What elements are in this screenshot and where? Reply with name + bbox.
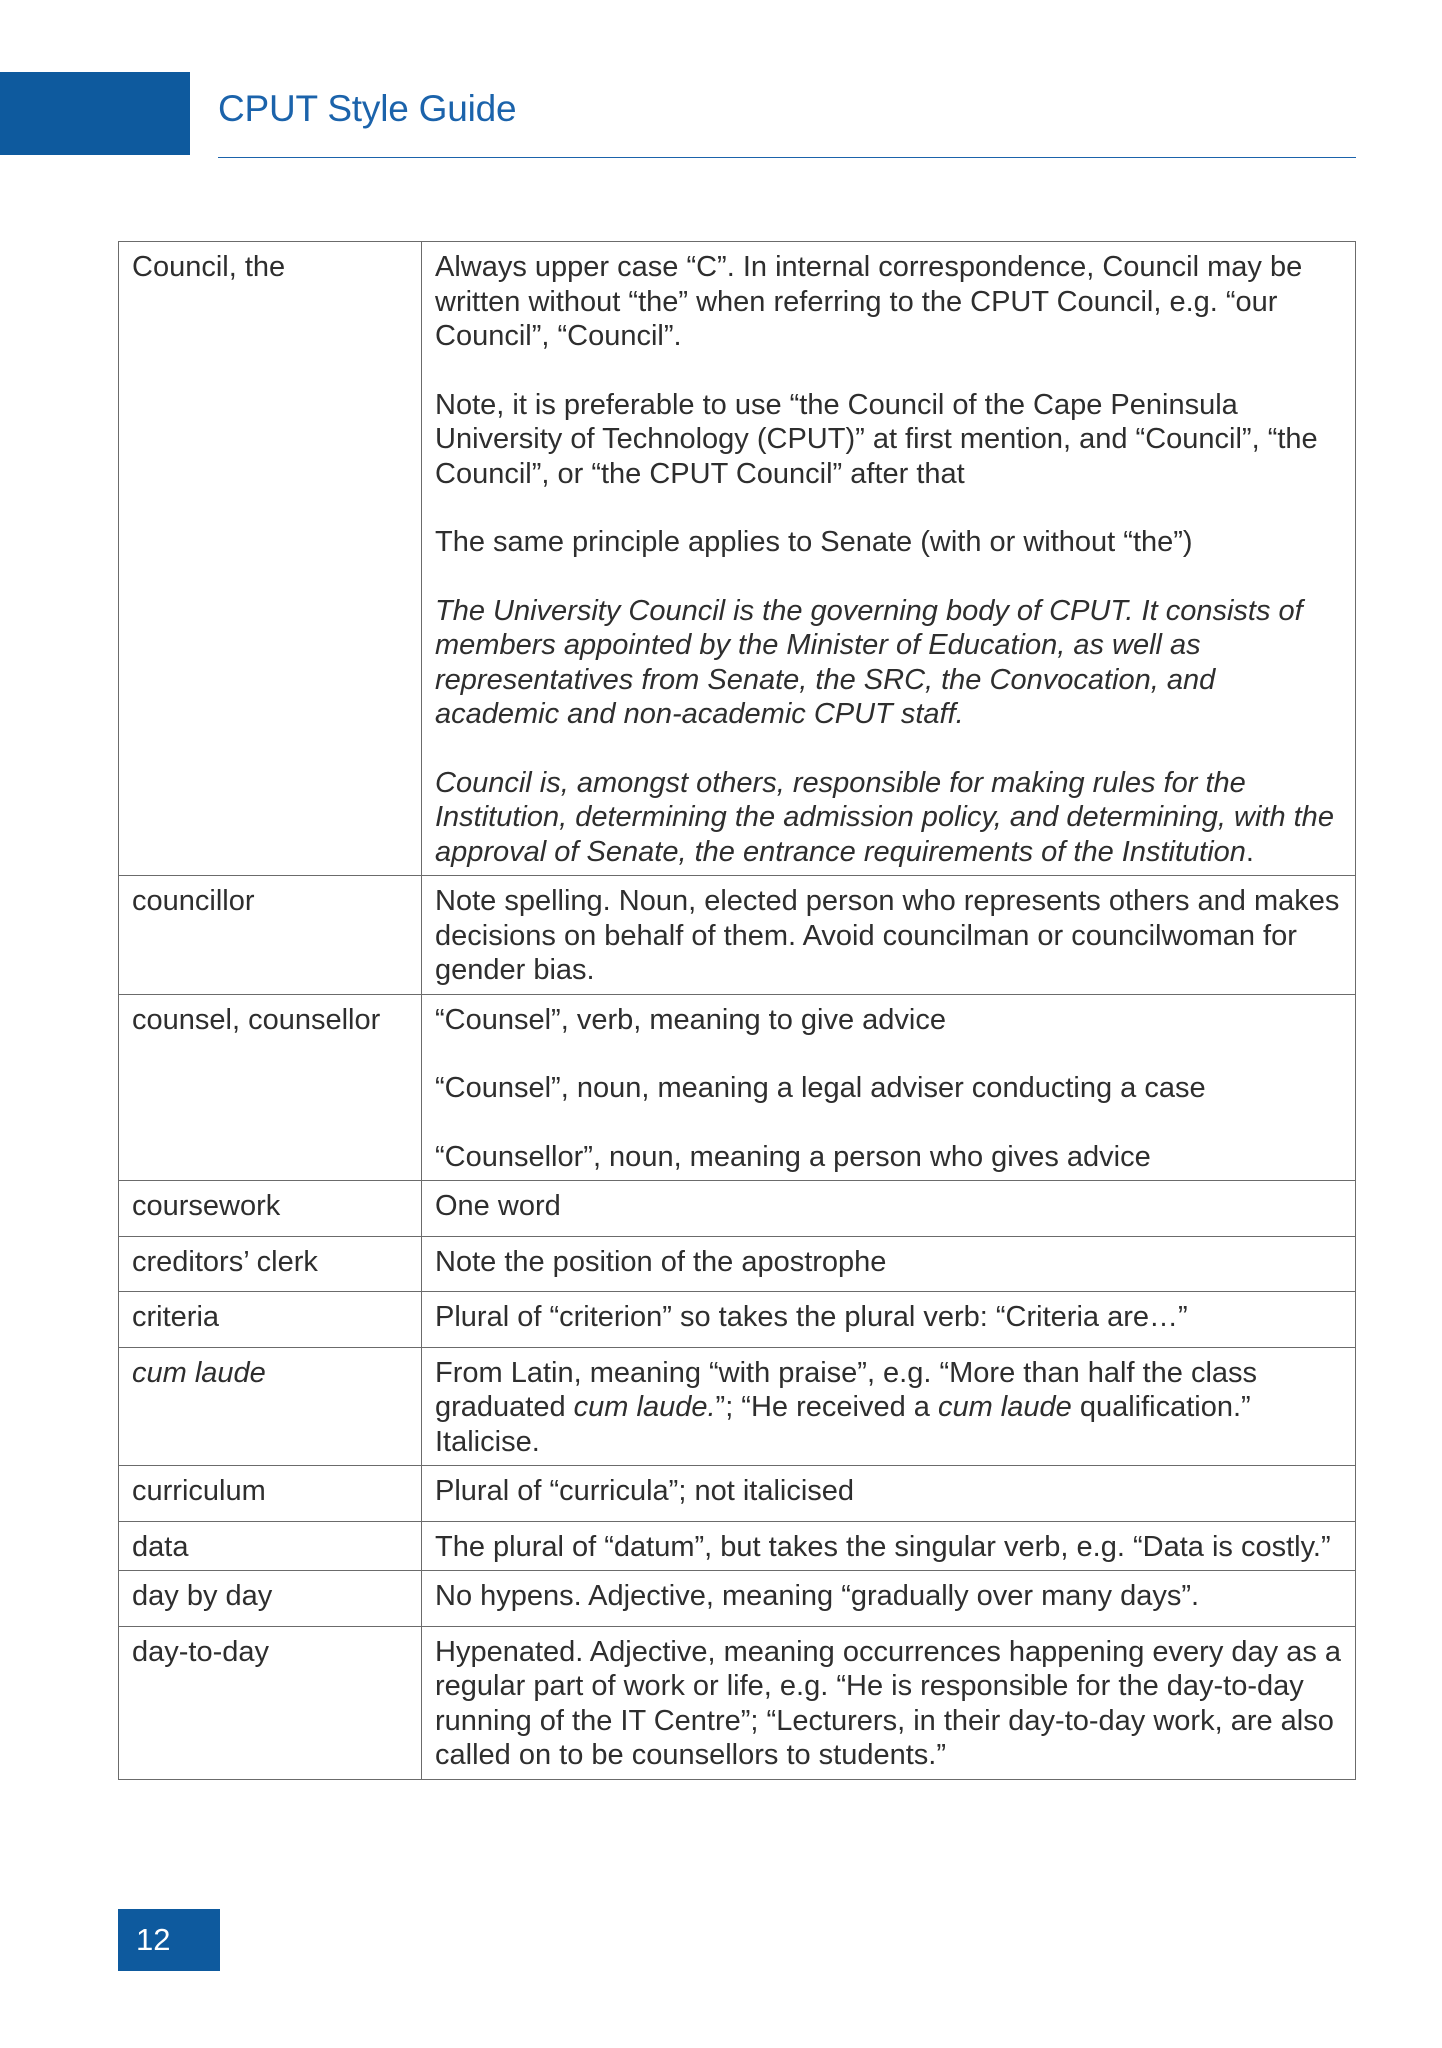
definition-paragraph: Plural of “curricula”; not italicised — [435, 1475, 855, 1507]
table-row — [119, 1571, 1356, 1627]
definition-cell — [422, 1292, 1356, 1348]
definition-cell — [422, 1466, 1356, 1522]
definition-paragraph: Note spelling. Noun, elected person who represents others and makes decisions on behalf of them. Avoid councilman or councilwoman for gender bias. — [435, 885, 1340, 986]
term-cell: Council, the — [119, 242, 422, 876]
definition-paragraph: Plural of “criterion” so takes the plural verb: “Criteria are…” — [435, 1301, 1188, 1333]
page-number: 12 — [118, 1909, 220, 1971]
term-cell — [119, 1347, 422, 1466]
text-run: qualification.” Italicise. — [435, 1391, 1251, 1458]
definition-paragraph: The plural of “datum”, but takes the singular verb, e.g. “Data is costly.” — [435, 1530, 1331, 1563]
definition-cell — [422, 1181, 1356, 1237]
definition-paragraph: Hypenated. Adjective, meaning occurrences happening every day as a regular part of work or life, e.g. “He is responsible for the day-to-day running of the IT Centre”; “Lecturers, in their day-to-day work, are also called on to be counsellors to students.” — [435, 1635, 1342, 1771]
definition-cell — [422, 1571, 1356, 1627]
table-row — [119, 1466, 1356, 1522]
table-row — [119, 242, 1356, 876]
definition-paragraph — [435, 1356, 1343, 1460]
header-divider — [218, 157, 1356, 158]
definition-paragraph: “Counsel”, verb, meaning to give advice — [435, 1003, 946, 1036]
style-guide-table — [118, 241, 1356, 1780]
table-row — [119, 1292, 1356, 1348]
table-row — [119, 1521, 1356, 1571]
table-row — [119, 1181, 1356, 1237]
table-row — [119, 1236, 1356, 1292]
definition-paragraph: No hypens. Adjective, meaning “gradually over many days”. — [435, 1580, 1200, 1612]
term-cell: councillor — [119, 876, 422, 995]
text-run: ”; “He received a — [715, 1391, 938, 1423]
definition-paragraph: One word — [435, 1190, 561, 1222]
definition-paragraph — [435, 766, 1343, 870]
term-cell: curriculum — [119, 1466, 422, 1522]
definition-paragraph: Note the position of the apostrophe — [435, 1245, 887, 1278]
definition-paragraph: The University Council is the governing body of CPUT. It consists of members appointed by the Minister of Education, as well as representatives from Senate, the SRC, the Convocation, and academic and non-academic CPUT staff. — [435, 594, 1303, 730]
table-row — [119, 1626, 1356, 1779]
final-period: . — [1245, 835, 1254, 868]
italic-term: cum laude — [132, 1356, 266, 1389]
page-title: CPUT Style Guide — [218, 88, 517, 129]
table-row — [119, 876, 1356, 995]
definition-paragraph: Always upper case “C”. In internal correspondence, Council may be written without “the” when referring to the CPUT Council, e.g. “our Council”, “Council”. — [435, 251, 1303, 352]
definition-paragraph: Note, it is preferable to use “the Council of the Cape Peninsula University of Technology (CPUT)” at first mention, and “Council”, “the Council”, or “the CPUT Council” after that — [435, 388, 1318, 490]
italic-text: Council is, amongst others, responsible for making rules for the Institution, determining the admission policy, and determining, with the approval of Senate, the entrance requirements of the Institution — [435, 766, 1334, 868]
term-cell: creditors’ clerk — [119, 1236, 422, 1292]
definition-cell — [422, 994, 1356, 1181]
table-row — [119, 1347, 1356, 1466]
italic-text: cum laude — [937, 1391, 1072, 1423]
definition-paragraph: “Counsel”, noun, meaning a legal adviser conducting a case — [435, 1072, 1206, 1104]
definition-cell — [422, 1347, 1356, 1466]
table-row — [119, 994, 1356, 1181]
definition-paragraph: The same principle applies to Senate (with or without “the”) — [435, 526, 1193, 558]
term-cell: counsel, counsellor — [119, 994, 422, 1181]
term-cell: criteria — [119, 1292, 422, 1348]
definition-cell — [422, 1521, 1356, 1571]
definition-cell — [422, 1236, 1356, 1292]
term-cell: data — [119, 1521, 422, 1571]
term-cell: coursework — [119, 1181, 422, 1237]
text-run: From Latin, meaning “with praise”, e.g. “More than half the class graduated — [435, 1356, 1258, 1423]
definition-cell — [422, 876, 1356, 995]
definition-cell — [422, 242, 1356, 876]
term-cell: day-to-day — [119, 1626, 422, 1779]
definition-paragraph: “Counsellor”, noun, meaning a person who gives advice — [435, 1140, 1151, 1173]
header-color-block — [0, 72, 190, 155]
definition-cell — [422, 1626, 1356, 1779]
italic-text: cum laude. — [573, 1391, 716, 1423]
term-cell: day by day — [119, 1571, 422, 1627]
